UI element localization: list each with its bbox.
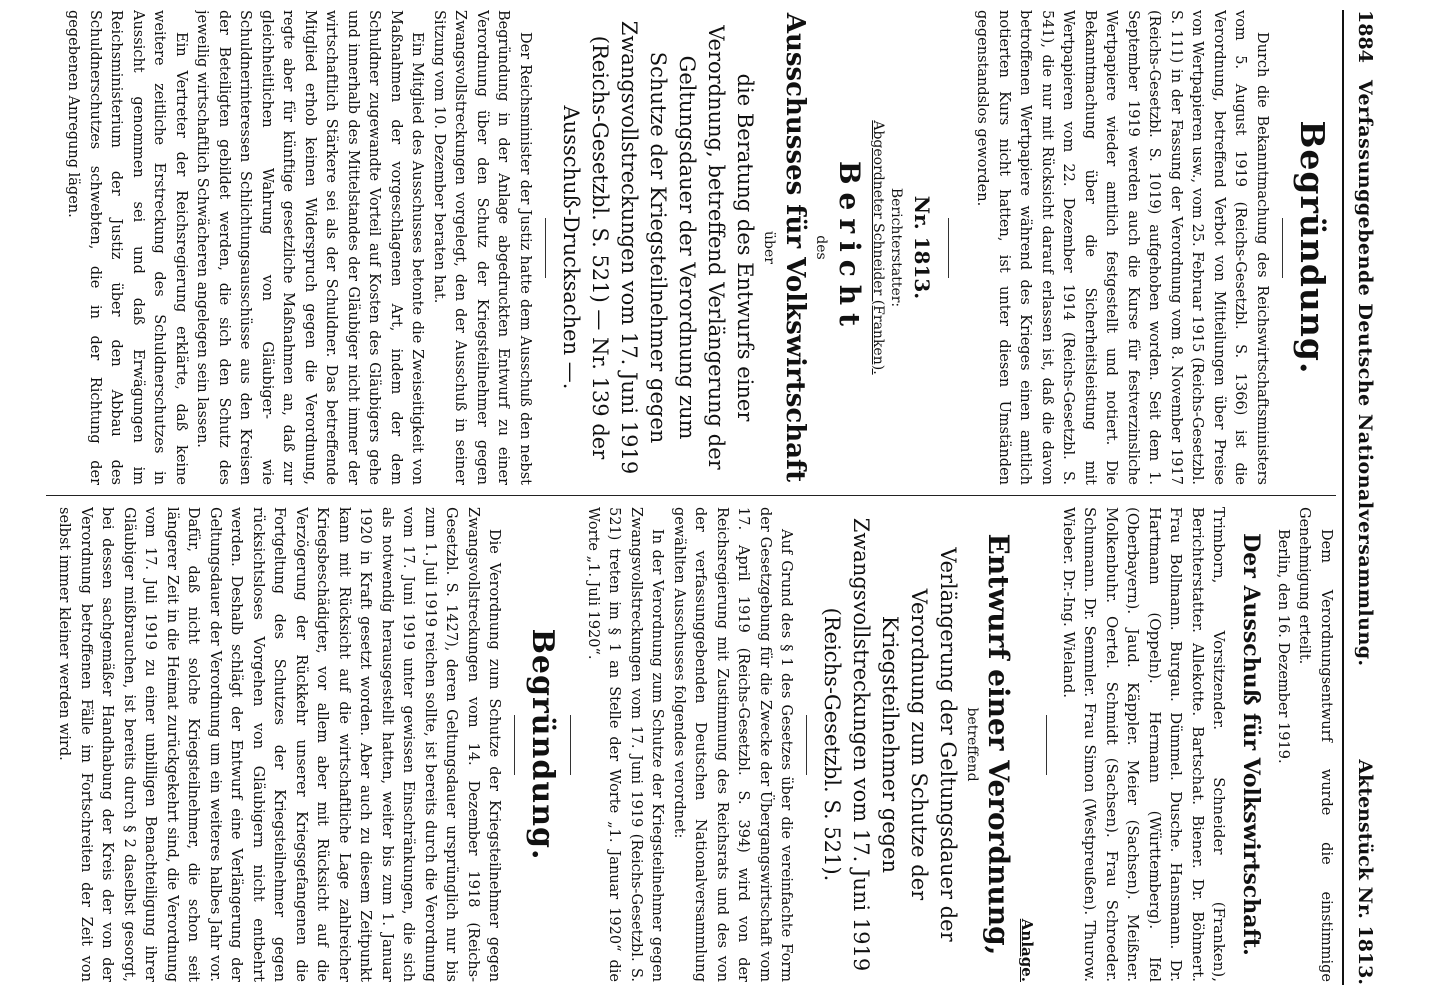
anlage-label: Anlage. <box>1018 918 1037 982</box>
page-number: 1884 <box>1354 10 1376 63</box>
doc-number: Aktenstück Nr. 1813. <box>1354 759 1376 985</box>
begruendung-heading-2: Begründung. <box>525 628 561 861</box>
separator <box>1282 218 1283 278</box>
date-line: Berlin, den 16. Dezember 1919. <box>1275 529 1291 764</box>
separator <box>807 715 808 775</box>
ausschuss-heading: Ausschusses für Volkswirtschaft <box>780 12 810 483</box>
betreffend-label: betreffend <box>964 707 981 782</box>
header-rule <box>1342 10 1344 985</box>
left-column <box>46 10 1336 485</box>
entwurf-heading: Entwurf einer Verordnung, <box>982 533 1016 956</box>
separator <box>545 218 546 278</box>
beratung-text: die Beratung des Entwurfs einer Verordnung, betreffend Verlängerung der Geltungsdauer der Verordnung zum Schutze der Kriegsteilnehmer gegen Zwangsvollstreckungen vom 17. Juni 1919 (Reichs-Gesetzbl. S. 521) — Nr. 139 der Ausschuß-Drucksachen —. <box>559 20 757 475</box>
right-column <box>46 507 1336 982</box>
column-divider <box>46 495 1336 496</box>
separator <box>515 715 516 775</box>
begruendung-heading: Begründung. <box>1293 120 1332 375</box>
separator <box>948 218 949 278</box>
intro-text: Dem Verordnungsentwurf wurde die einstimmige Genehmigung erteilt. <box>1296 507 1334 982</box>
paragraph: Ein Vertreter der Reichsregierung erklärte, daß keine weitere zeitliche Erstreckung des Schuldnerschutzes in Aussicht genommen sei und daß Erwägungen im Reichsministerium der Justiz über den Abbau des Schuldnerschutzes schwebten, die in der Richtung der gegebenen Anregung lägen. <box>65 10 189 485</box>
page-header <box>1346 10 1380 985</box>
ueber-label: über <box>761 231 777 264</box>
bericht-heading: Bericht <box>833 160 866 335</box>
des-label: des <box>813 235 829 260</box>
header-title: Verfassunggebende Deutsche Nationalversammlung. <box>1354 80 1376 667</box>
paragraph: Der Reichsminister der Justiz hatte dem Ausschuß den nebst Begründung in der Anlage abgedruckten Entwurf zu einer Verordnung über den Schutz der Kriegsteilnehmer gegen Zwangsvollstreckungen vorgelegt, den der Ausschuß in seiner Sitzung vom 10. Dezember beraten hat. <box>431 10 533 485</box>
berichterstatter: Abgeordneter Schneider (Franken). <box>870 120 886 375</box>
rotated-page <box>30 2 1380 992</box>
members-list: Trimborn, Vorsitzender. Schneider (Franken), Berichterstatter. Allekotte. Bartschat. Biener. Dr. Böhmert. Frau Bollmann. Burgau. Dümmel. Dusche. Hansmann. Dr. Hartmann (Oppeln). Hermann (Württemberg). Ifel (Oberbayern). Jaud. Käppler. Meier (Sachsen). Meißner. Molkenbuhr. Oertel. Schmidt (Sachsen). Frau Schroeder. Schumann. Dr. Semmler. Frau Simon (Westpreußen). Thurow. Wieber. Dr.-Ing. Wieland. <box>1060 507 1229 982</box>
berichterstatter-label: Berichterstatter: <box>888 187 904 308</box>
nr-heading: Nr. 1813. <box>910 195 934 300</box>
paragraph: Auf Grund des § 1 des Gesetzes über die vereinfachte Form der Gesetzgebung für die Zwecke der Übergangswirtschaft vom 17. April 1919 (Reichs-Gesetzbl. S. 394) wird von der Reichsregierung mit Zustimmung des Reichsrats und des von der verfassunggebenden Deutschen Nationalversammlung gewählten Ausschusses folgendes verordnet: <box>671 507 795 982</box>
paragraph: In der Verordnung zum Schutze der Kriegsteilnehmer gegen Zwangsvollstreckungen vom 17. Juni 1919 (Reichs-Gesetzbl. S. 521) treten im § 1 an Stelle der Worte „1. Januar 1920“ die Worte „1. Juli 1920“. <box>585 507 666 982</box>
begruendung-text: Durch die Bekanntmachung des Reichswirtschaftsministers vom 5. August 1919 (Reichs-Gesetzbl. S. 1366) ist die Verordnung, betreffend Verbot von Mitteilungen über Preise von Wertpapieren usw., vom 25. Februar 1915 (Reichs-Gesetzbl. S. 111) in der Fassung der Verordnung vom 8. November 1917 (Reichs-Gesetzbl. S. 1019) aufgehoben worden. Seit dem 1. September 1919 werden auch die Kurse für festverzinsliche Wertpapiere wieder amtlich festgestellt und notiert. Die Bekanntmachung über die Sicherheitsleistung mit Wertpapieren vom 22. Dezember 1914 (Reichs-Gesetzbl. S. 541), die nur mit Rücksicht darauf erlassen ist, daß die davon betroffenen Wertpapiere während des Krieges einen amtlich notierten Kurs nicht hatten, ist unter diesen Umständen gegenstandslos geworden. <box>974 10 1270 485</box>
separator <box>571 715 572 775</box>
paragraph: Die Verordnung zum Schutze der Kriegsteilnehmer gegen Zwangsvollstreckungen vom 14. Dezember 1918 (Reichs-Gesetzbl. S. 1427), deren Geltungsdauer ursprünglich nur bis zum 1. Juli 1919 reichen sollte, ist bereits durch die Verordnung vom 17. Juni 1919 unter gewissen Einschränkungen, die sich als notwendig herausgestellt hatten, weiter bis zum 1. Januar 1920 in Kraft gesetzt worden. Aber auch zu diesem Zeitpunkt kann mit Rücksicht auf die wirtschaftliche Lage zahlreicher Kriegsbeschädigter, vor allem aber mit Rücksicht auf die Verzögerung der Rückkehr unserer Kriegsgefangenen die Fortgeltung des Schutzes der Kriegsteilnehmer gegen rücksichtsloses Vorgehen von Gläubigern nicht entbehrt werden. Deshalb schlägt der Entwurf eine Verlängerung der Geltungsdauer der Verordnung um ein weiteres halbes Jahr vor. Dafür, daß nicht solche Kriegsteilnehmer, die schon seit längerer Zeit in die Heimat zurückgekehrt sind, die Verordnung vom 17. Juli 1919 zu einer unbilligen Benachteiligung ihrer Gläubiger mißbrauchen, ist bereits durch § 2 daselbst gesorgt, bei dessen sachgemäßer Handhabung der Kreis der von der Verordnung betroffenen Fälle im Fortschreiten der Zeit von selbst immer kleiner werden wird. <box>56 507 503 982</box>
separator <box>1047 715 1048 775</box>
committee-heading: Der Ausschuß für Volkswirtschaft. <box>1238 533 1265 956</box>
entwurf-subtitle: Verlängerung der Geltungsdauer der Verordnung zum Schutze der Kriegsteilnehmer gegen Zwangsvollstreckungen vom 17. Juni 1919 (Reichs-Gesetzbl. S. 521). <box>820 517 961 972</box>
paragraph: Ein Mitglied des Ausschusses betonte die Zweiseitigkeit von Maßnahmen der vorgeschlagenen Art, indem der dem Schuldner zugewandte Vorteil auf Kosten des Gläubigers gehe und innerhalb des Mittelstandes der Gläubiger nicht immer der wirtschaftlich Stärkere sei als der Schuldner. Das betreffende Mitglied erhob keinen Widerspruch gegen die Verordnung, regte aber für künftige gesetzliche Maßnahmen an, daß zur gleichheitlichen Wahrung von Gläubiger- wie Schuldnerinteressen Schlichtungsausschüsse aus den Kreisen der Beteiligten gebildet werden, die sich den Schutz des jeweilig wirtschaftlich Schwächeren angelegen sein lassen. <box>194 10 426 485</box>
